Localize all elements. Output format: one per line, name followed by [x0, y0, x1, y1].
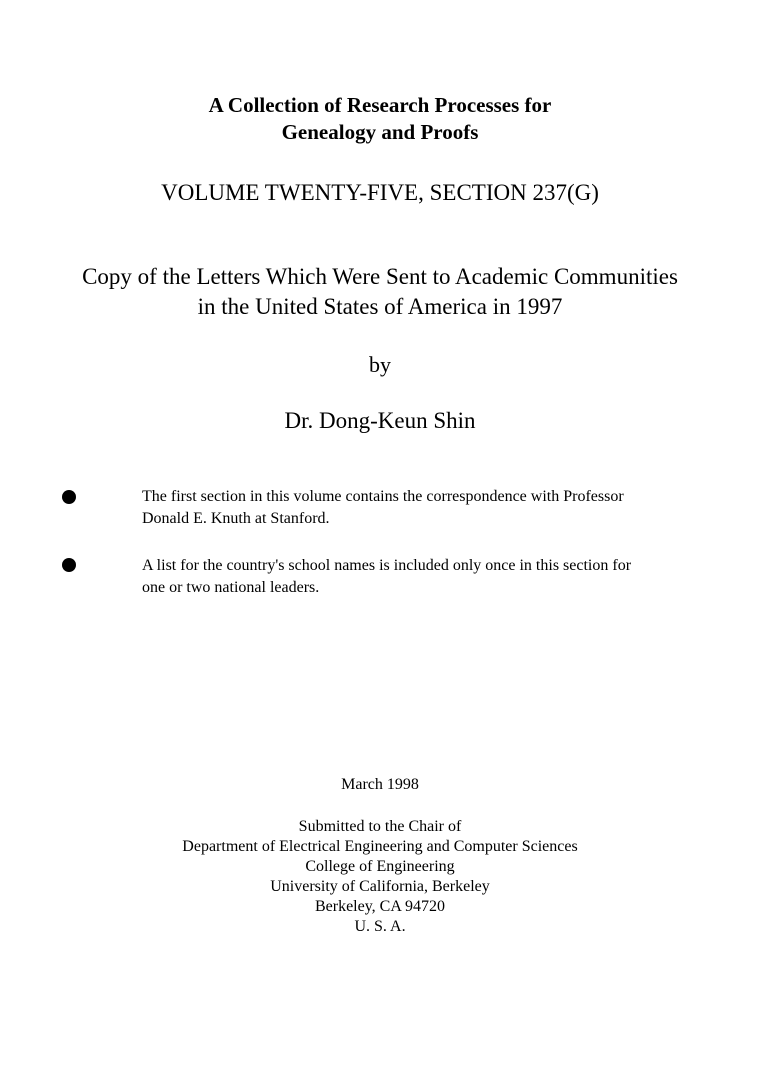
- submission-block: [0, 775, 760, 937]
- author-name: Dr. Dong-Keun Shin: [284, 408, 476, 433]
- college-name: College of Engineering: [305, 858, 455, 875]
- title-line-2: Genealogy and Proofs: [281, 120, 479, 144]
- submission-date: March 1998: [341, 776, 419, 793]
- bullet-item-1-line-2: Donald E. Knuth at Stanford.: [142, 510, 330, 527]
- country-name: U. S. A.: [354, 918, 406, 935]
- bullet-item-2: [142, 555, 732, 599]
- document-subtitle: [0, 262, 760, 322]
- city-address: Berkeley, CA 94720: [314, 898, 446, 915]
- subtitle-line-2: in the United States of America in 1997: [197, 294, 563, 319]
- bullet-item-2-line-2: one or two national leaders.: [142, 579, 320, 596]
- bullet-icon: [62, 558, 76, 572]
- submitted-to: Submitted to the Chair of: [298, 818, 462, 835]
- subtitle-line-1: Copy of the Letters Which Were Sent to Academic Communities: [82, 264, 678, 289]
- department-name: Department of Electrical Engineering and Computer Sciences: [182, 838, 578, 855]
- volume-heading: VOLUME TWENTY-FIVE, SECTION 237(G): [161, 180, 599, 205]
- bullet-item-1-line-1: The first section in this volume contains the correspondence with Professor: [142, 488, 624, 505]
- bullet-item-2-line-1: A list for the country's school names is included only once in this section for: [142, 557, 632, 574]
- university-name: University of California, Berkeley: [270, 878, 490, 895]
- title-line-1: A Collection of Research Processes for: [208, 93, 552, 117]
- bullet-item-1: [142, 486, 732, 530]
- bullet-icon: [62, 490, 76, 504]
- document-title: [0, 92, 760, 146]
- by-label: by: [369, 352, 391, 377]
